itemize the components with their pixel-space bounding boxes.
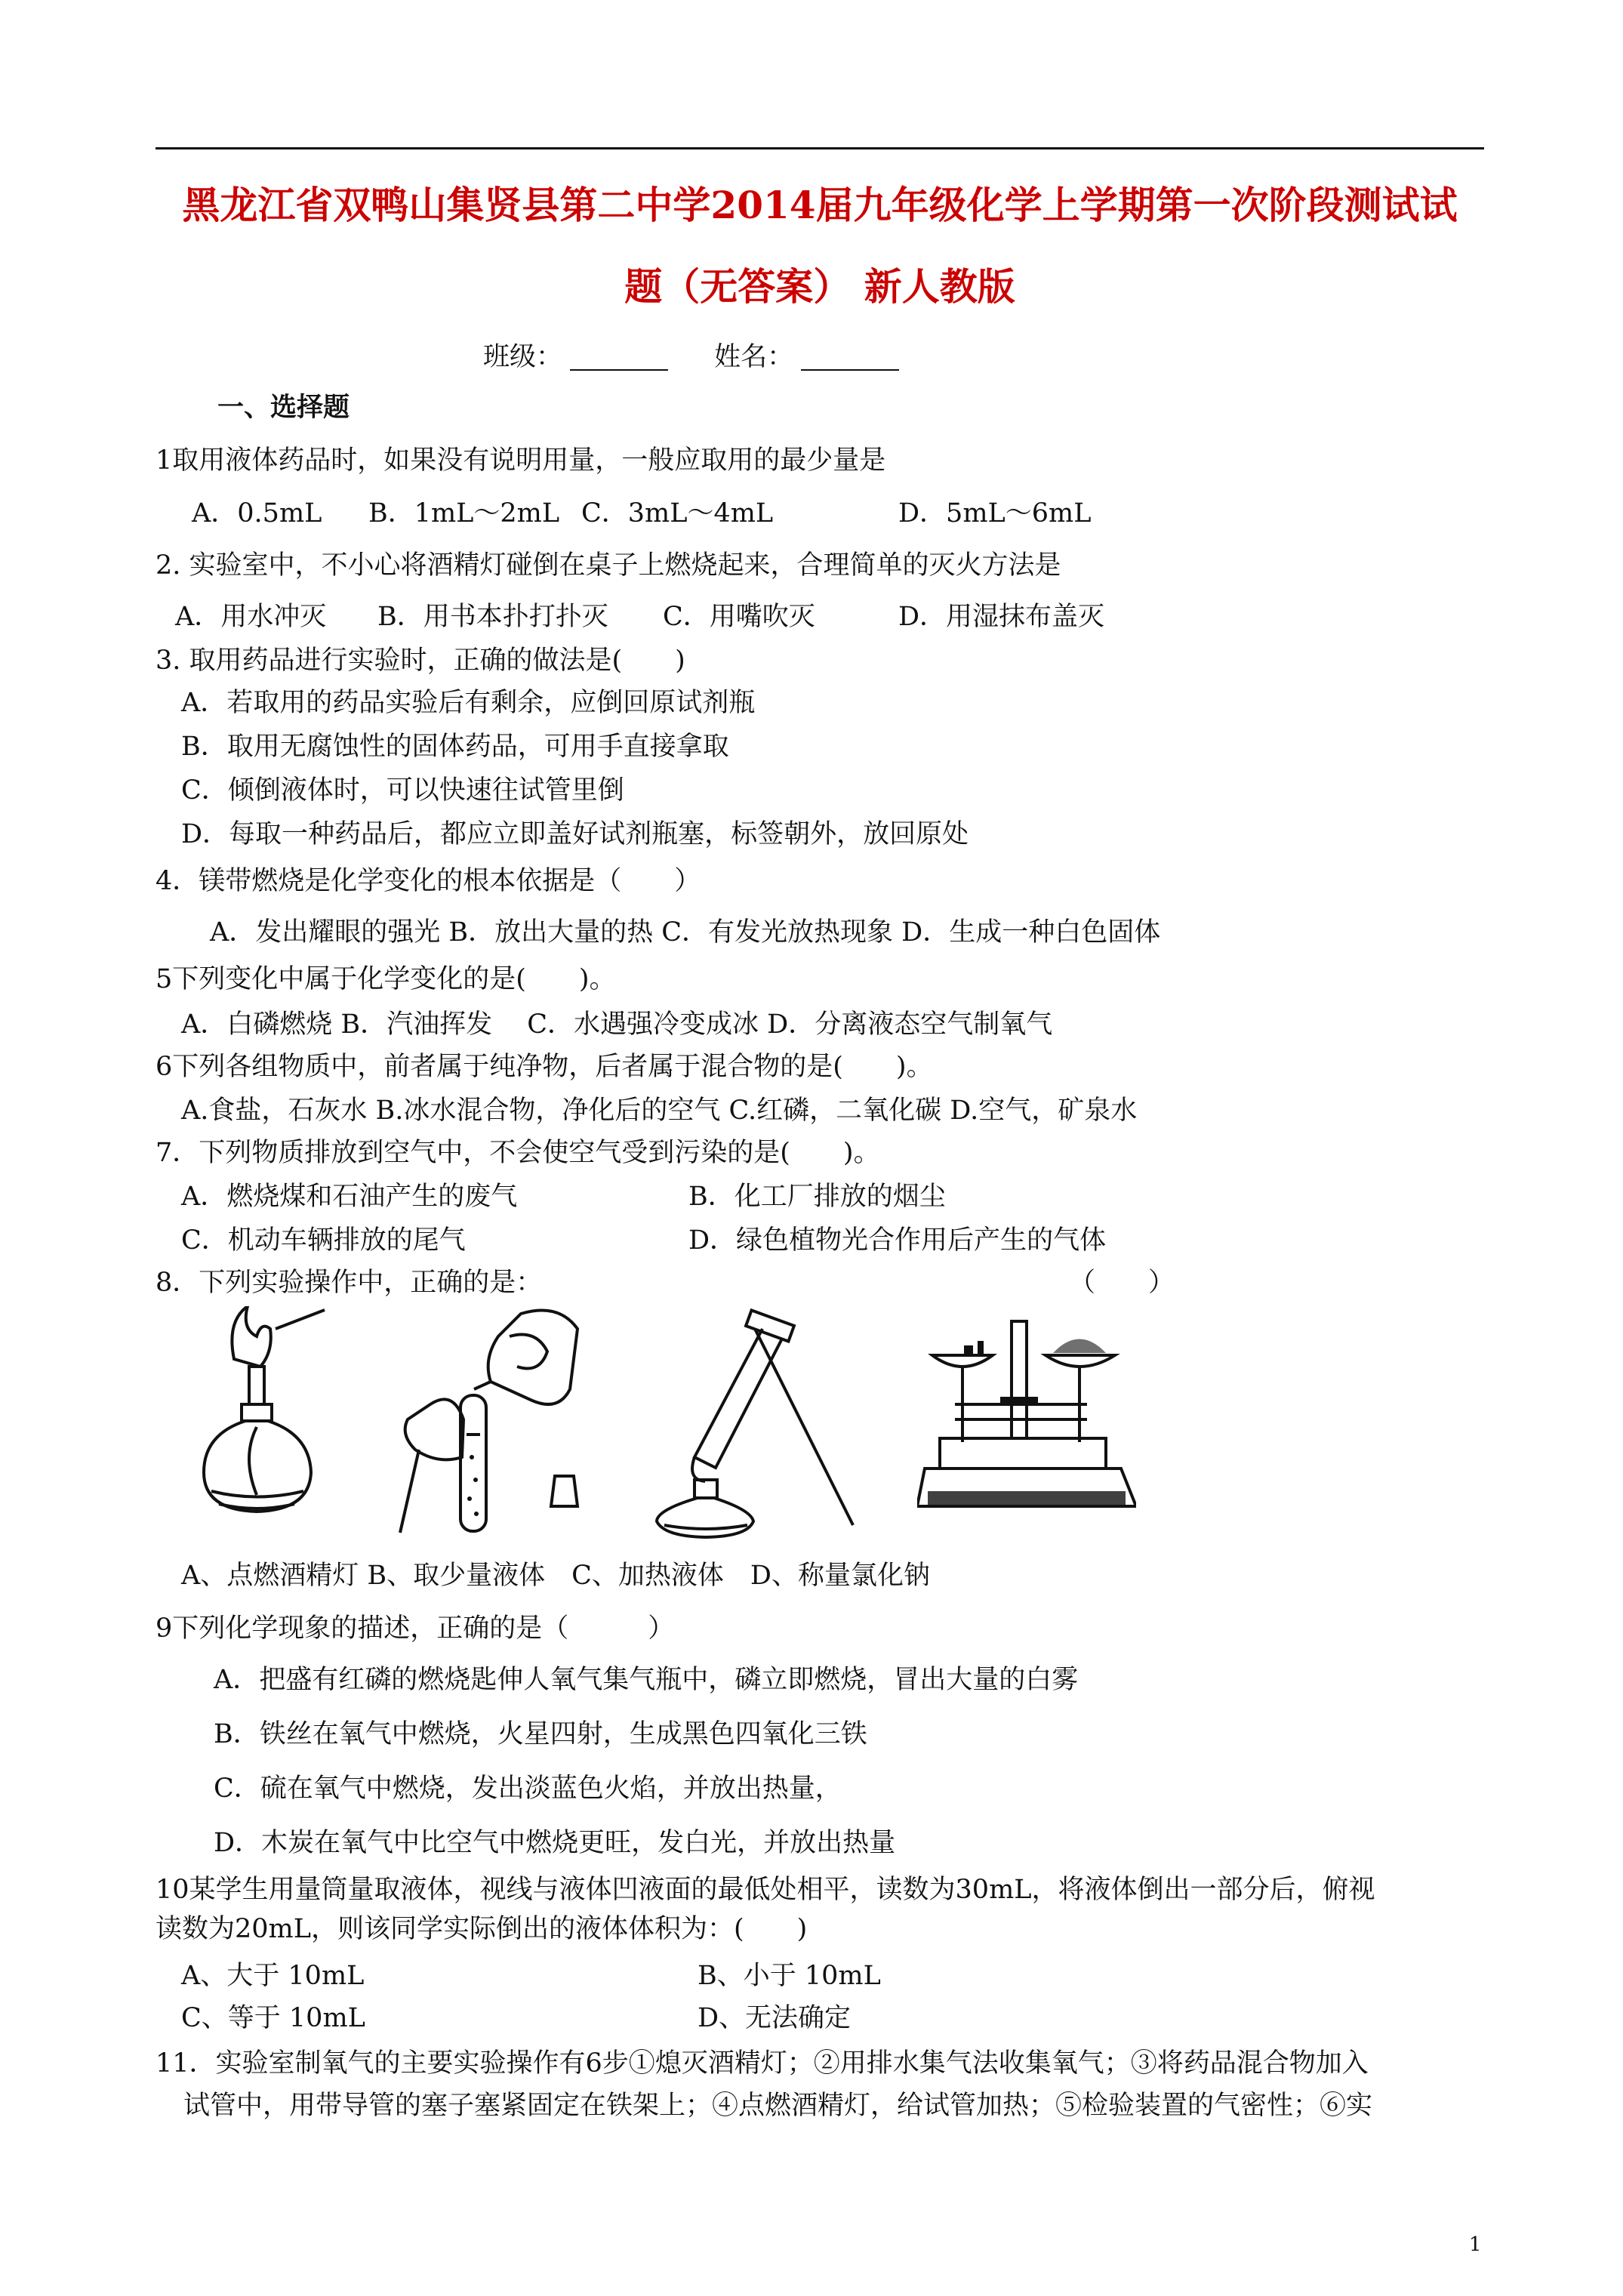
q2-option-b: B．用书本扑打扑灭 [377,602,608,632]
alcohol-lamp-lighting-figure [189,1306,340,1533]
q1-option-d: D．5mL～6mL [898,498,1092,529]
name-label: 姓名： [714,342,794,372]
q4-stem: 4．镁带燃烧是化学变化的根本依据是（ ） [156,866,701,896]
class-blank[interactable] [570,347,668,371]
q3-option-b: B．取用无腐蚀性的固体药品，可用手直接拿取 [181,732,729,762]
q10-option-d: D、无法确定 [698,2003,852,2033]
q10-stem-line2: 读数为20mL，则该同学实际倒出的液体体积为：( ) [156,1914,808,1944]
q3-option-a: A．若取用的药品实验后有剩余，应倒回原试剂瓶 [181,688,756,718]
balance-weighing-figure [917,1306,1136,1540]
q7-option-a: A．燃烧煤和石油产生的废气 [181,1182,518,1212]
q2-stem: 2. 实验室中，不小心将酒精灯碰倒在桌子上燃烧起来，合理简单的灭火方法是 [156,550,1061,581]
q7-option-c: C．机动车辆排放的尾气 [181,1225,466,1256]
pouring-liquid-figure [385,1306,611,1540]
page-number: 1 [1469,2233,1482,2256]
student-info [483,344,907,371]
q9-option-a: A．把盛有红磷的燃烧匙伸人氧气集气瓶中，磷立即燃烧，冒出大量的白雾 [214,1665,1079,1695]
q8-stem: 8．下列实验操作中，正确的是： [156,1268,543,1298]
q3-option-c: C．倾倒液体时，可以快速往试管里倒 [181,775,624,806]
q1-stem: 1取用液体药品时，如果没有说明用量，一般应取用的最少量是 [156,445,886,476]
q5-options: A．白磷燃烧 B．汽油挥发 C．水遇强冷变成冰 D．分离液态空气制氧气 [181,1009,1053,1040]
q11-stem-line2: 试管中，用带导管的塞子塞紧固定在铁架上；④点燃酒精灯，给试管加热；⑤检验装置的气密性；⑥实 [183,2091,1373,2121]
q10-option-a: A、大于 10mL [181,1961,365,1991]
heating-liquid-figure [634,1306,883,1540]
q9-stem: 9下列化学现象的描述，正确的是（ ） [156,1613,675,1644]
q10-option-c: C、等于 10mL [181,2003,365,2033]
header-rule [156,147,1484,149]
name-blank[interactable] [801,347,899,371]
q5-stem: 5下列变化中属于化学变化的是( )。 [156,964,616,994]
q7-option-b: B．化工厂排放的烟尘 [688,1182,946,1212]
section-heading: 一、选择题 [217,392,350,423]
q9-option-c: C．硫在氧气中燃烧，发出淡蓝色火焰，并放出热量， [214,1774,842,1804]
q9-option-d: D．木炭在氧气中比空气中燃烧更旺，发白光，并放出热量 [214,1828,896,1858]
q10-stem-line1: 10某学生用量筒量取液体，视线与液体凹液面的最低处相平，读数为30mL，将液体倒出一部分后，俯视 [156,1875,1375,1905]
q2-option-c: C．用嘴吹灭 [663,602,815,632]
q3-option-d: D．每取一种药品后，都应立即盖好试剂瓶塞，标签朝外，放回原处 [181,819,969,849]
exam-title-line1: 黑龙江省双鸭山集贤县第二中学2014届九年级化学上学期第一次阶段测试试 [182,183,1458,227]
q2-option-d: D．用湿抹布盖灭 [898,602,1105,632]
q10-option-b: B、小于 10mL [698,1961,881,1991]
q9-option-b: B．铁丝在氧气中燃烧，火星四射，生成黑色四氧化三铁 [214,1719,867,1749]
q6-stem: 6下列各组物质中，前者属于纯净物，后者属于混合物的是( )。 [156,1052,933,1082]
q7-option-d: D．绿色植物光合作用后产生的气体 [688,1225,1107,1256]
q2-option-a: A．用水冲灭 [175,602,327,632]
q11-stem-line1: 11．实验室制氧气的主要实验操作有6步①熄灭酒精灯；②用排水集气法收集氧气；③将药品混合物加入 [156,2048,1369,2079]
q4-options: A．发出耀眼的强光 B．放出大量的热 C．有发光放热现象 D．生成一种白色固体 [210,917,1161,948]
q8-answer-paren: （ ） [1069,1268,1175,1298]
q8-options: A、点燃酒精灯 B、取少量液体 C、加热液体 D、称量氯化钠 [181,1561,930,1591]
class-label: 班级： [483,342,563,372]
exam-title-line2: 题（无答案） 新人教版 [624,264,1015,309]
q1-option-c: C．3mL～4mL [581,498,774,529]
q1-option-b: B．1mL～2mL [368,498,560,529]
q3-stem: 3. 取用药品进行实验时，正确的做法是( ) [156,646,685,676]
q6-options: A.食盐，石灰水 B.冰水混合物，净化后的空气 C.红磷，二氧化碳 D.空气，矿泉水 [181,1096,1138,1126]
q1-option-a: A．0.5mL [192,498,322,529]
q7-stem: 7．下列物质排放到空气中，不会使空气受到污染的是( )。 [156,1138,880,1168]
